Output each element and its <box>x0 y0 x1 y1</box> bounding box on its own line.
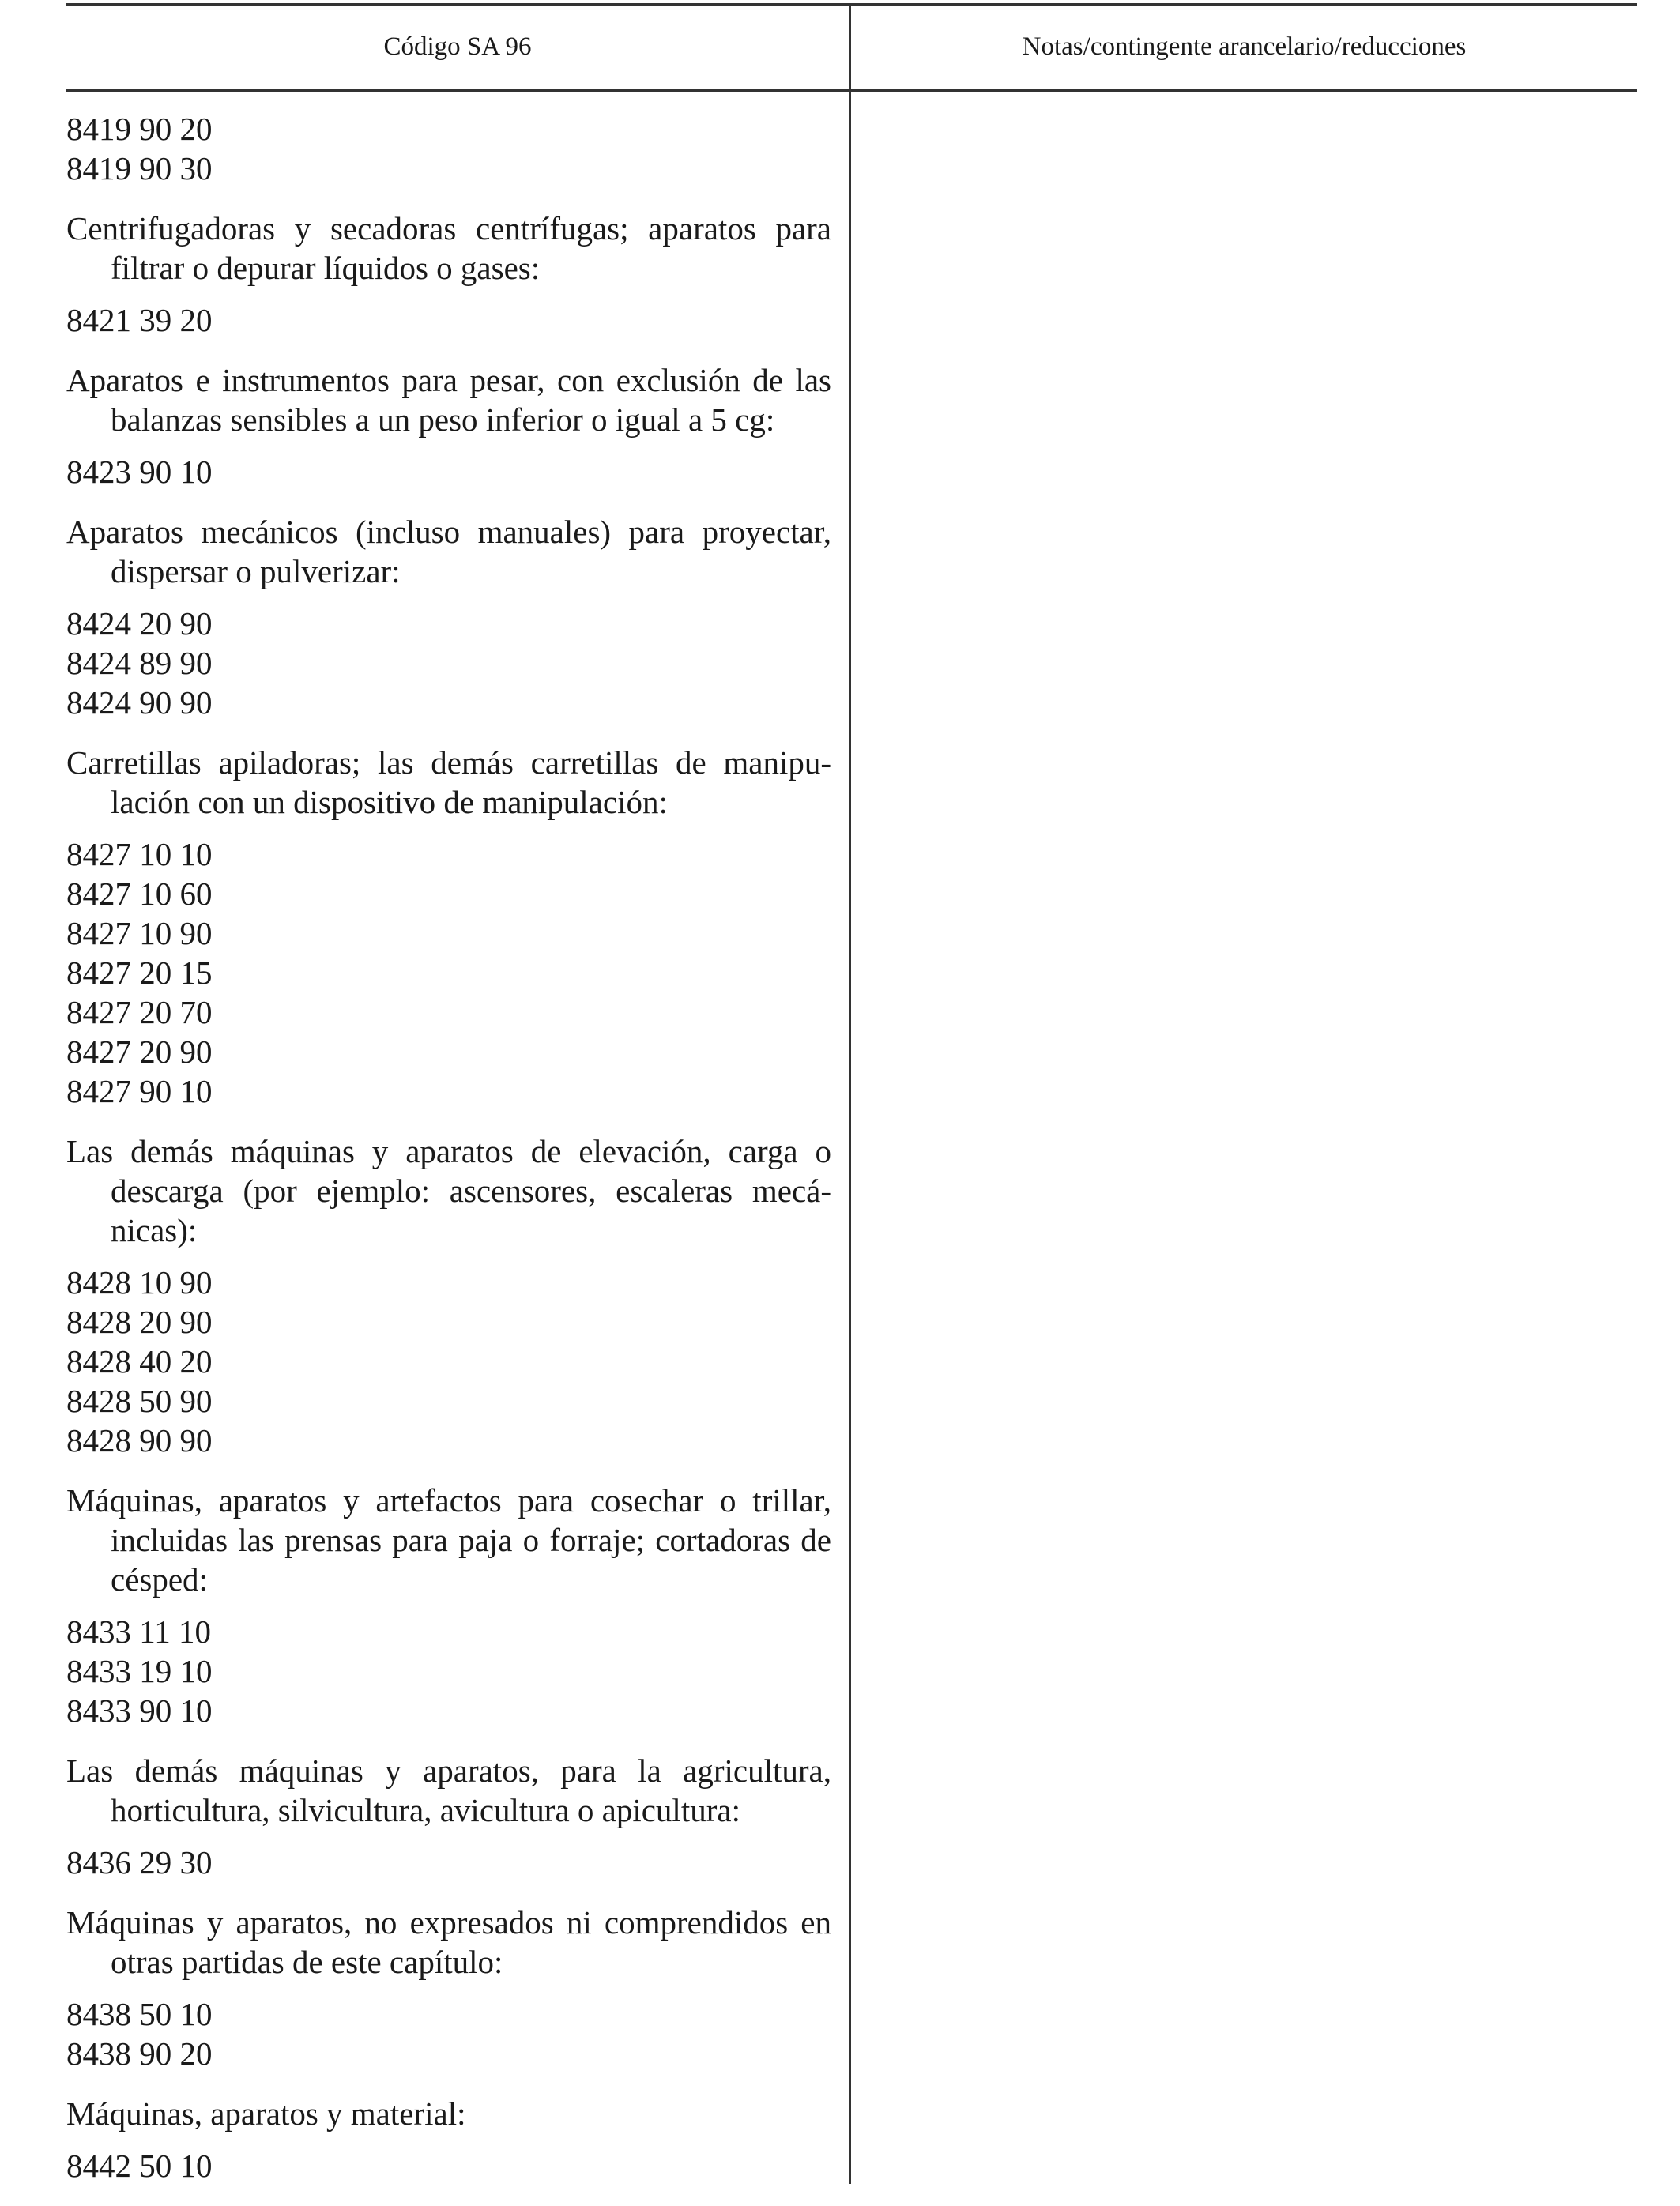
section-heading: Carretillas apiladoras; las demás carretillas de manipulación con un dispositivo de manipulación: <box>66 744 831 820</box>
hs-code: 8428 10 90 <box>66 1264 213 1301</box>
column-header-code: Código SA 96 <box>383 32 532 61</box>
hs-code: 8419 90 30 <box>66 150 213 186</box>
section-heading: Las demás máquinas y aparatos de elevación, carga o descarga (por ejemplo: ascensores, escaleras mecánicas): <box>66 1133 831 1248</box>
tariff-section <box>66 743 831 1111</box>
hs-code: 8433 90 10 <box>66 1692 213 1729</box>
column-divider <box>849 3 851 2184</box>
code-column <box>66 109 831 2206</box>
tariff-section <box>66 1481 831 1730</box>
tariff-section <box>66 512 831 722</box>
tariff-section <box>66 1131 831 1460</box>
section-heading: Centrifugadoras y secadoras centrífugas; aparatos para filtrar o depurar líquidos o gases: <box>66 210 831 286</box>
hs-code: 8424 20 90 <box>66 605 213 642</box>
hs-code: 8424 90 90 <box>66 684 213 721</box>
header-bottom-rule <box>66 89 1637 92</box>
code-list <box>66 2146 831 2185</box>
section-heading: Aparatos mecánicos (incluso manuales) para proyectar, dispersar o pulverizar: <box>66 514 831 589</box>
section-heading: Máquinas, aparatos y material: <box>66 2095 466 2132</box>
code-list <box>66 604 831 722</box>
hs-code: 8428 20 90 <box>66 1304 213 1340</box>
hs-code: 8438 50 10 <box>66 1996 213 2032</box>
code-list <box>66 1612 831 1730</box>
hs-code: 8428 90 90 <box>66 1422 213 1459</box>
hs-code: 8428 40 20 <box>66 1343 213 1380</box>
hs-code: 8423 90 10 <box>66 454 213 490</box>
hs-code: 8427 20 70 <box>66 994 213 1030</box>
tariff-section <box>66 209 831 340</box>
tariff-section <box>66 109 831 188</box>
hs-code: 8424 89 90 <box>66 645 213 681</box>
section-heading: Máquinas y aparatos, no expresados ni comprendidos en otras partidas de este capítulo: <box>66 1904 831 1980</box>
section-heading: Máquinas, aparatos y artefactos para cosechar o trillar, incluidas las prensas para paja o forraje; cortadoras de césped: <box>66 1482 831 1598</box>
hs-code: 8427 10 60 <box>66 875 213 912</box>
tariff-section <box>66 1903 831 2073</box>
tariff-section <box>66 360 831 491</box>
tariff-section <box>66 2094 831 2185</box>
tariff-section <box>66 1751 831 1882</box>
column-header-notes: Notas/contingente arancelario/reducciones <box>1022 32 1467 61</box>
section-heading: Aparatos e instrumentos para pesar, con exclusión de las balanzas sensibles a un peso inferior o igual a 5 cg: <box>66 362 831 438</box>
section-heading: Las demás máquinas y aparatos, para la agricultura, horticultura, silvicultura, avicultura o apicultura: <box>66 1752 831 1828</box>
code-list <box>66 1843 831 1882</box>
hs-code: 8428 50 90 <box>66 1383 213 1419</box>
hs-code: 8427 90 10 <box>66 1073 213 1109</box>
code-list <box>66 834 831 1111</box>
hs-code: 8427 20 90 <box>66 1033 213 1070</box>
code-list <box>66 300 831 340</box>
hs-code: 8427 10 90 <box>66 915 213 951</box>
code-list <box>66 1994 831 2073</box>
hs-code: 8442 50 10 <box>66 2148 213 2184</box>
code-list <box>66 452 831 491</box>
hs-code: 8433 19 10 <box>66 1653 213 1689</box>
hs-code: 8438 90 20 <box>66 2035 213 2072</box>
hs-code: 8427 20 15 <box>66 954 213 991</box>
code-list <box>66 109 831 188</box>
hs-code: 8436 29 30 <box>66 1844 213 1880</box>
hs-code: 8419 90 20 <box>66 111 213 147</box>
hs-code: 8421 39 20 <box>66 302 213 338</box>
document-page <box>66 0 1637 2193</box>
hs-code: 8433 11 10 <box>66 1613 211 1650</box>
code-list <box>66 1263 831 1460</box>
hs-code: 8427 10 10 <box>66 836 213 872</box>
